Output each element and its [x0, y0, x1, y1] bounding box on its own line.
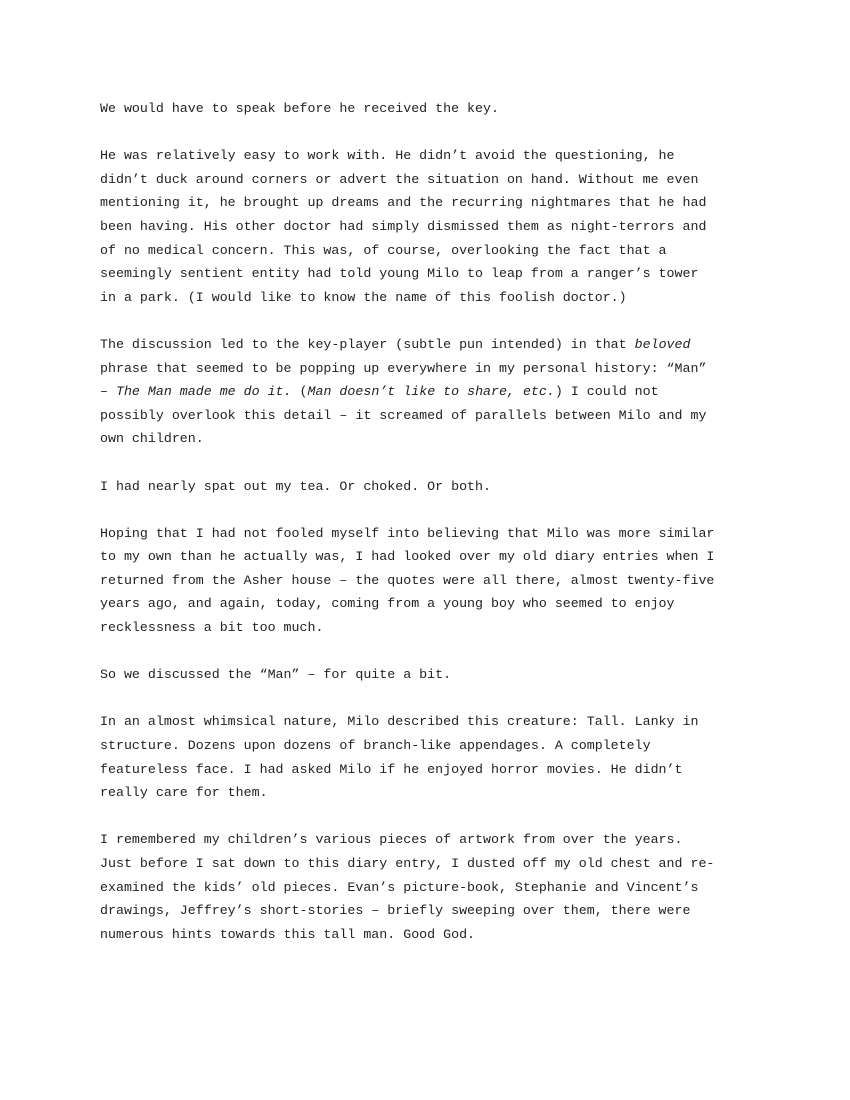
text-line: mentioning it, he brought up dreams and the recurring nightmares that he had: [100, 195, 707, 211]
text-line: He was relatively easy to work with. He didn’t avoid the questioning, he: [100, 148, 675, 164]
text-line: didn’t duck around corners or advert the situation on hand. Without me even: [100, 171, 699, 187]
text-line: in a park. (I would like to know the name of this foolish doctor.): [100, 289, 627, 305]
text-line: been having. His other doctor had simply dismissed them as night-terrors and: [100, 218, 707, 234]
paragraph-7: [100, 710, 750, 804]
text-line: I remembered my children’s various pieces of artwork from over the years.: [100, 832, 683, 848]
text-line: years ago, and again, today, coming from a young boy who seemed to enjoy: [100, 596, 675, 612]
text-line: to my own than he actually was, I had looked over my old diary entries when I: [100, 549, 715, 565]
text-line: [100, 333, 750, 357]
paragraph-5: [100, 522, 750, 640]
text-line: So we discussed the “Man” – for quite a bit.: [100, 667, 452, 683]
document-page: [100, 97, 750, 970]
paragraph-2: [100, 144, 750, 309]
text-line: Hoping that I had not fooled myself into believing that Milo was more similar: [100, 525, 715, 541]
paragraph-4: [100, 475, 750, 499]
text-line: [100, 380, 750, 404]
text-segment: ) I could not: [554, 384, 659, 400]
text-segment: –: [100, 384, 116, 400]
text-line: own children.: [100, 431, 204, 447]
text-line: I had nearly spat out my tea. Or choked. Or both.: [100, 478, 491, 494]
text-line: phrase that seemed to be popping up everywhere in my personal history: “Man”: [100, 360, 707, 376]
text-segment: The discussion led to the key-player (subtle pun intended) in that: [100, 336, 635, 352]
text-line: of no medical concern. This was, of course, overlooking the fact that a: [100, 242, 667, 258]
text-line: seemingly sentient entity had told young Milo to leap from a ranger’s tower: [100, 266, 699, 282]
text-line: really care for them.: [100, 785, 268, 801]
text-line: examined the kids’ old pieces. Evan’s picture-book, Stephanie and Vincent’s: [100, 879, 699, 895]
paragraph-6: [100, 663, 750, 687]
text-line: Just before I sat down to this diary entry, I dusted off my old chest and re-: [100, 856, 715, 871]
text-segment: (: [291, 384, 308, 400]
paragraph-1: [100, 97, 750, 121]
text-line: In an almost whimsical nature, Milo described this creature: Tall. Lanky in: [100, 714, 699, 730]
text-line: possibly overlook this detail – it screamed of parallels between Milo and my: [100, 407, 707, 423]
text-line: drawings, Jeffrey’s short-stories – briefly sweeping over them, there were: [100, 903, 691, 919]
italic-text: The Man made me do it.: [115, 384, 292, 400]
paragraph-3: [100, 333, 750, 451]
text-line: We would have to speak before he received the key.: [100, 101, 499, 116]
italic-text: beloved: [634, 336, 691, 352]
text-line: recklessness a bit too much.: [100, 620, 324, 636]
text-line: featureless face. I had asked Milo if he enjoyed horror movies. He didn’t: [100, 761, 683, 777]
text-line: returned from the Asher house – the quotes were all there, almost twenty-five: [100, 572, 715, 588]
text-line: structure. Dozens upon dozens of branch-like appendages. A completely: [100, 738, 651, 754]
paragraph-8: [100, 828, 750, 946]
italic-text: Man doesn’t like to share, etc.: [307, 384, 555, 400]
text-line: numerous hints towards this tall man. Good God.: [100, 926, 476, 942]
